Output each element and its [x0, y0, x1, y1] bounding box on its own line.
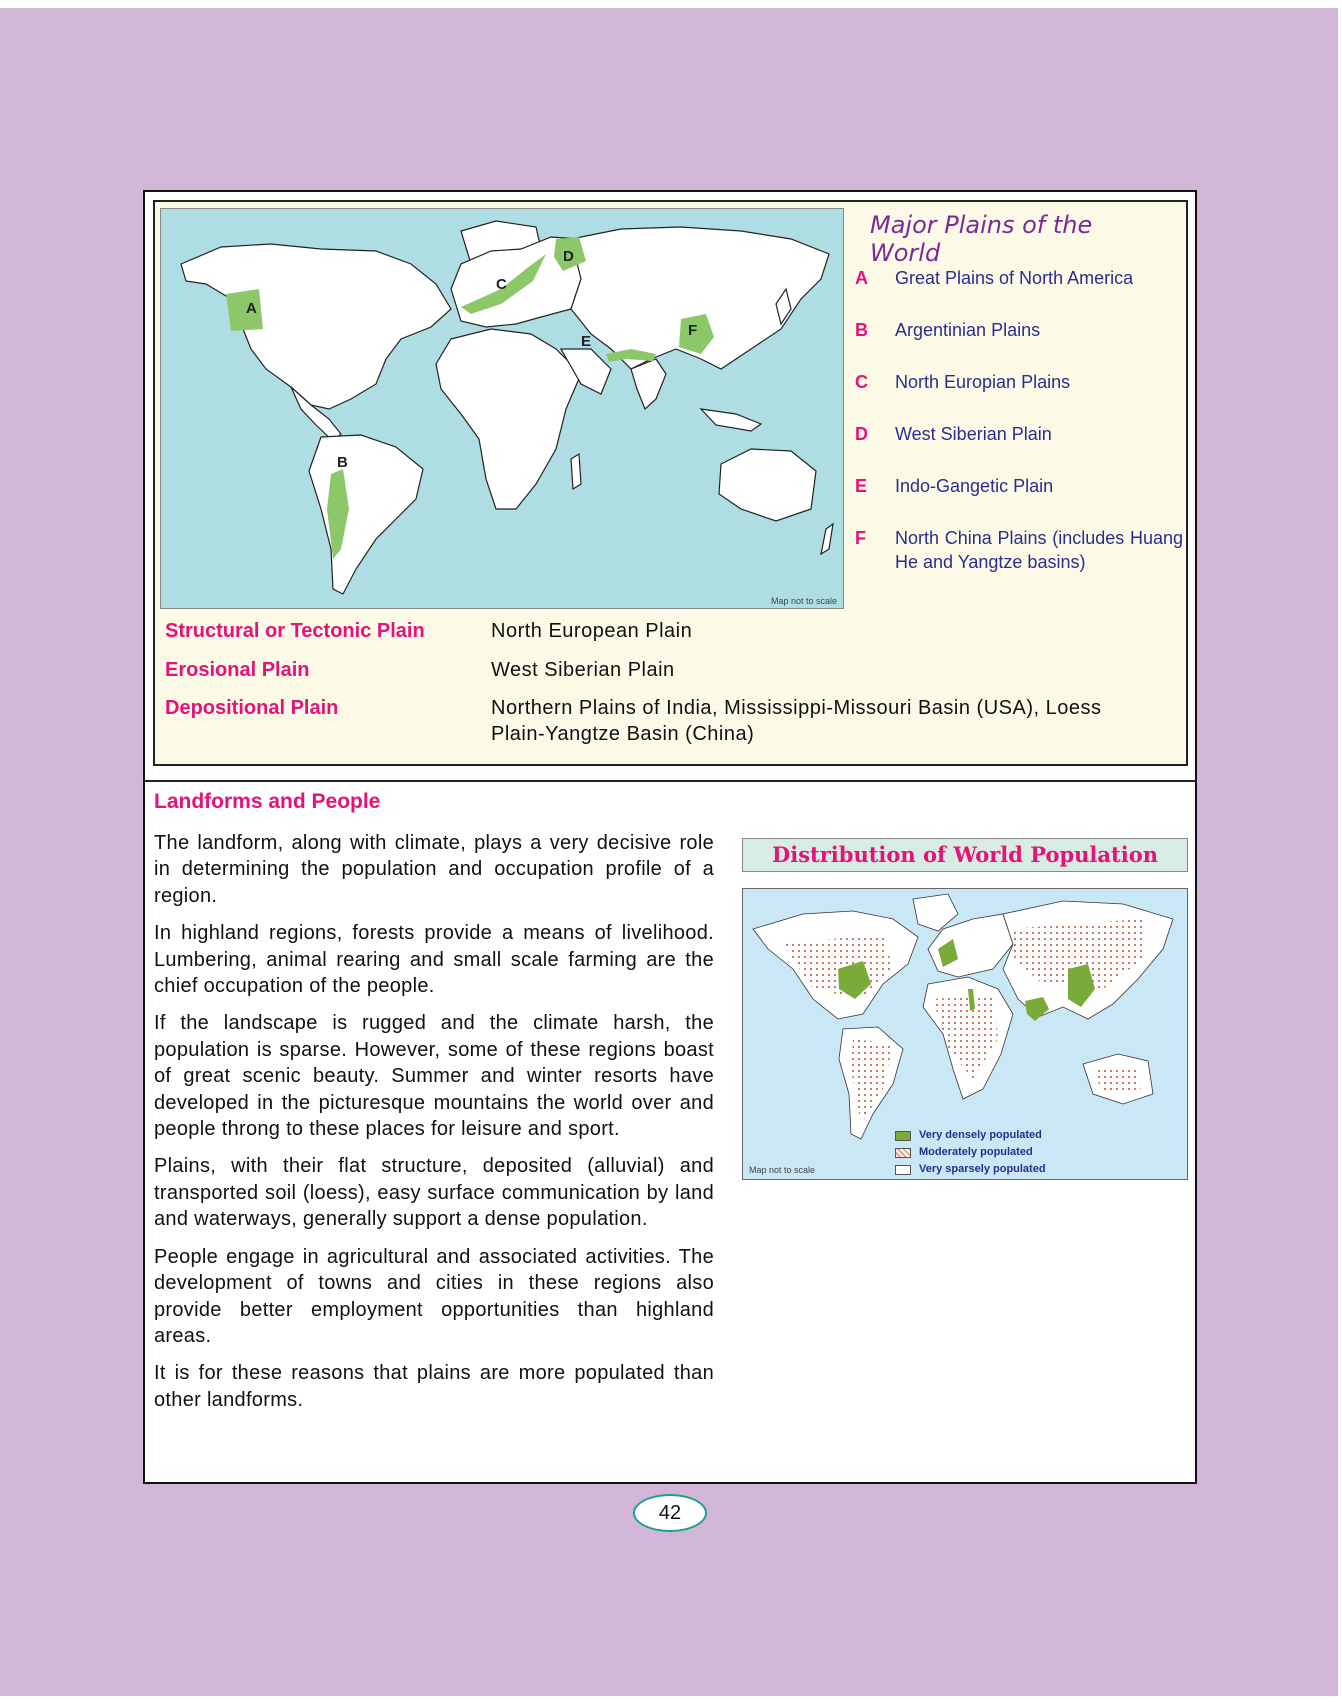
legend-swatch-icon — [895, 1131, 911, 1141]
plain-type-label: Structural or Tectonic Plain — [165, 620, 425, 642]
population-map — [742, 888, 1188, 1180]
population-legend-item — [895, 1127, 1046, 1144]
population-legend-item — [895, 1161, 1046, 1178]
plain-legend-letter: E — [855, 476, 868, 496]
plain-a — [226, 289, 263, 331]
plain-type-label: Erosional Plain — [165, 659, 310, 681]
land-south-america — [309, 435, 423, 594]
plain-legend-item — [855, 420, 1185, 472]
plain-type-example: Northern Plains of India, Mississippi-Missouri Basin (USA), Loess Plain-Yangtze Basin (China) — [491, 697, 1102, 745]
land-madagascar — [571, 454, 581, 489]
map-letter-d: D — [563, 248, 574, 265]
map-letter-a: A — [246, 300, 257, 317]
body-paragraph: If the landscape is rugged and the climate harsh, the population is sparse. However, some of these regions boast of great scenic beauty. Summer and winter resorts have developed in the picturesque mountains the world over and people throng to these places for leisure and sport. — [154, 1012, 714, 1141]
plain-legend-name: North Europian Plains — [895, 372, 1071, 392]
plain-legend-name: Indo-Gangetic Plain — [895, 476, 1054, 496]
plain-legend-letter: B — [855, 320, 868, 340]
body-paragraph: People engage in agricultural and associated activities. The development of towns and cities in these regions also provide better employment opportunities than highland areas. — [154, 1245, 714, 1347]
body-text — [154, 830, 714, 1424]
population-map-scale-note: Map not to scale — [749, 1165, 816, 1175]
map-letter-c: C — [496, 276, 507, 293]
major-plains-title: Major Plains of the World — [870, 211, 1093, 267]
population-legend-item — [895, 1144, 1046, 1161]
body-paragraph: The landform, along with climate, plays a very decisive role in determining the population and occupation profile of a region. — [154, 832, 714, 907]
map-scale-note: Map not to scale — [770, 596, 837, 606]
population-map-title: Distribution of World Population — [742, 838, 1188, 872]
map-letter-b: B — [337, 454, 348, 471]
section-heading: Landforms and People — [154, 790, 381, 813]
plain-legend-letter: C — [855, 372, 868, 392]
body-paragraph: Plains, with their flat structure, deposited (alluvial) and transported soil (loess), easy surface communication by land and waterways, generally support a dense population. — [154, 1155, 714, 1231]
plain-legend-name: Great Plains of North America — [895, 268, 1134, 288]
section-divider — [143, 780, 1197, 782]
plain-legend-letter: F — [855, 528, 866, 548]
plain-legend-letter: A — [855, 268, 868, 288]
plain-legend-letter: D — [855, 424, 868, 444]
population-legend-label: Moderately populated — [919, 1146, 1033, 1158]
plain-type-label: Depositional Plain — [165, 697, 339, 719]
plain-legend-item — [855, 264, 1185, 316]
legend-swatch-icon — [895, 1165, 911, 1175]
plain-type-example: West Siberian Plain — [491, 659, 675, 681]
land-india — [631, 359, 666, 409]
plain-legend-name: Argentinian Plains — [895, 320, 1041, 340]
body-paragraph: It is for these reasons that plains are more populated than other landforms. — [154, 1362, 714, 1411]
land-north-america — [181, 244, 451, 409]
plains-legend-list — [855, 264, 1185, 576]
map-letter-f: F — [688, 322, 698, 339]
plain-legend-item — [855, 472, 1185, 524]
plain-type-example: North European Plain — [491, 620, 693, 642]
population-legend-label: Very densely populated — [919, 1129, 1042, 1141]
land-indonesia — [701, 409, 761, 431]
pop-land-greenland — [913, 894, 958, 931]
major-plains-map — [160, 208, 844, 609]
body-paragraph: In highland regions, forests provide a means of livelihood. Lumbering, animal rearing and small scale farming are the chief occupation of the people. — [154, 922, 714, 998]
land-new-zealand — [821, 524, 833, 554]
map-letter-e: E — [581, 333, 592, 350]
plain-legend-item — [855, 316, 1185, 368]
plain-legend-name: West Siberian Plain — [895, 424, 1052, 444]
plain-legend-item — [855, 368, 1185, 420]
land-australia — [719, 449, 816, 521]
land-africa — [436, 329, 581, 509]
page-number: 42 — [633, 1494, 707, 1532]
legend-swatch-icon — [895, 1148, 911, 1158]
population-legend-label: Very sparsely populated — [919, 1163, 1046, 1175]
plain-legend-item — [855, 524, 1185, 576]
plain-legend-name: North China Plains (includes Huang He and Yangtze basins) — [895, 528, 1183, 572]
population-legend — [895, 1127, 1046, 1178]
